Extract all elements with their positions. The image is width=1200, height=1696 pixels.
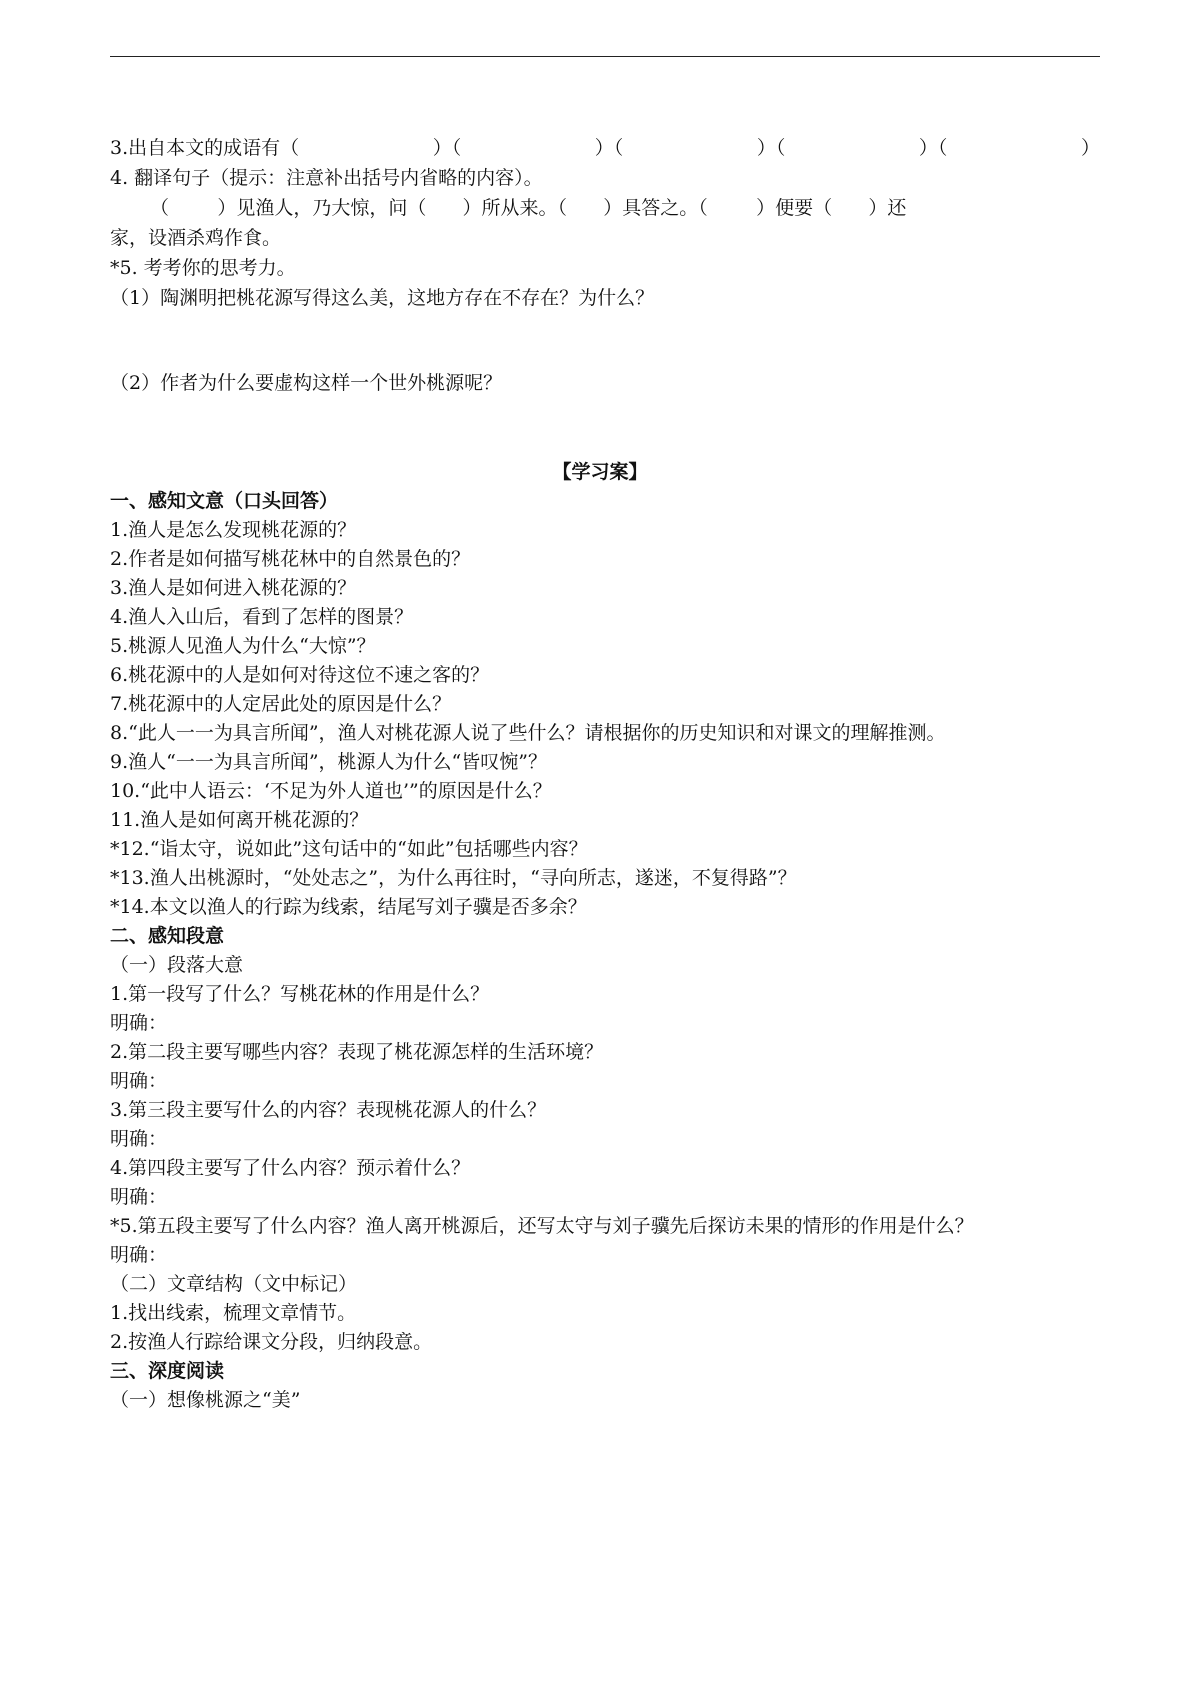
question-3 xyxy=(110,133,1100,163)
study-plan-title: 【学习案】 xyxy=(552,461,648,483)
list-item: 10.“此中人语云：‘不足为外人道也’”的原因是什么？ xyxy=(110,780,552,802)
answer-label: 明确： xyxy=(110,1012,168,1034)
list-item: 5.桃源人见渔人为什么“大惊”？ xyxy=(110,635,376,657)
blank-sep: ）（ xyxy=(594,137,624,159)
list-item: 11.渔人是如何离开桃花源的？ xyxy=(110,809,369,831)
question-4: 4. 翻译句子（提示：注意补出括号内省略的内容）。 xyxy=(110,167,543,189)
list-item: 4.第四段主要写了什么内容？预示着什么？ xyxy=(110,1157,471,1179)
list-item: 1.第一段写了什么？写桃花林的作用是什么？ xyxy=(110,983,490,1005)
blank-close: ） xyxy=(1080,137,1100,159)
question-5: *5. 考考你的思考力。 xyxy=(110,257,296,279)
question-4-sentence-cont: 家，设酒杀鸡作食。 xyxy=(110,227,282,249)
section-1-heading: 一、感知文意（口头回答） xyxy=(110,490,339,512)
list-item: 3.渔人是如何进入桃花源的？ xyxy=(110,577,357,599)
section-3-heading: 三、深度阅读 xyxy=(110,1360,225,1382)
subsection-heading: （一）想像桃源之“美” xyxy=(110,1389,301,1411)
answer-label: 明确： xyxy=(110,1244,168,1266)
list-item: 1.找出线索，梳理文章情节。 xyxy=(110,1302,357,1324)
subsection-heading: （二）文章结构（文中标记） xyxy=(110,1273,358,1295)
blank-sep: ）（ xyxy=(432,137,462,159)
answer-label: 明确： xyxy=(110,1128,168,1150)
list-item: *14.本文以渔人的行踪为线索，结尾写刘子骥是否多余？ xyxy=(110,896,587,918)
question-4-sentence: （ ）见渔人，乃大惊，问（ ）所从来。（ ）具答之。（ ）便要（ ）还 xyxy=(150,197,907,219)
list-item: 9.渔人“一一为具言所闻”，桃源人为什么“皆叹惋”？ xyxy=(110,751,547,773)
section-2-heading: 二、感知段意 xyxy=(110,925,225,947)
list-item: 4.渔人入山后，看到了怎样的图景？ xyxy=(110,606,414,628)
list-item: *5.第五段主要写了什么内容？渔人离开桃源后，还写太守与刘子骥先后探访未果的情形的作用是什么？ xyxy=(110,1215,974,1237)
list-item: 7.桃花源中的人定居此处的原因是什么？ xyxy=(110,693,452,715)
list-item: 2.按渔人行踪给课文分段，归纳段意。 xyxy=(110,1331,433,1353)
list-item: 1.渔人是怎么发现桃花源的？ xyxy=(110,519,357,541)
list-item: 6.桃花源中的人是如何对待这位不速之客的？ xyxy=(110,664,490,686)
blank-sep: ）（ xyxy=(918,137,948,159)
question-5-1: （1）陶渊明把桃花源写得这么美，这地方存在不存在？为什么？ xyxy=(110,287,655,309)
list-item: *13.渔人出桃源时，“处处志之”，为什么再往时，“寻向所志，遂迷，不复得路”？ xyxy=(110,867,797,889)
list-item: 2.作者是如何描写桃花林中的自然景色的？ xyxy=(110,548,471,570)
answer-label: 明确： xyxy=(110,1186,168,1208)
blank-open: （ xyxy=(280,137,300,159)
blank-sep: ）（ xyxy=(756,137,786,159)
list-item: 2.第二段主要写哪些内容？表现了桃花源怎样的生活环境？ xyxy=(110,1041,604,1063)
subsection-heading: （一）段落大意 xyxy=(110,954,244,976)
list-item: *12.“诣太守，说如此”这句话中的“如此”包括哪些内容？ xyxy=(110,838,588,860)
answer-label: 明确： xyxy=(110,1070,168,1092)
question-3-prefix: 3.出自本文的成语有 xyxy=(110,137,281,159)
list-item: 8.“此人一一为具言所闻”，渔人对桃花源人说了些什么？请根据你的历史知识和对课文的理解推测。 xyxy=(110,722,946,744)
list-item: 3.第三段主要写什么的内容？表现桃花源人的什么？ xyxy=(110,1099,547,1121)
header-rule xyxy=(110,56,1100,57)
question-5-2: （2）作者为什么要虚构这样一个世外桃源呢？ xyxy=(110,372,503,394)
